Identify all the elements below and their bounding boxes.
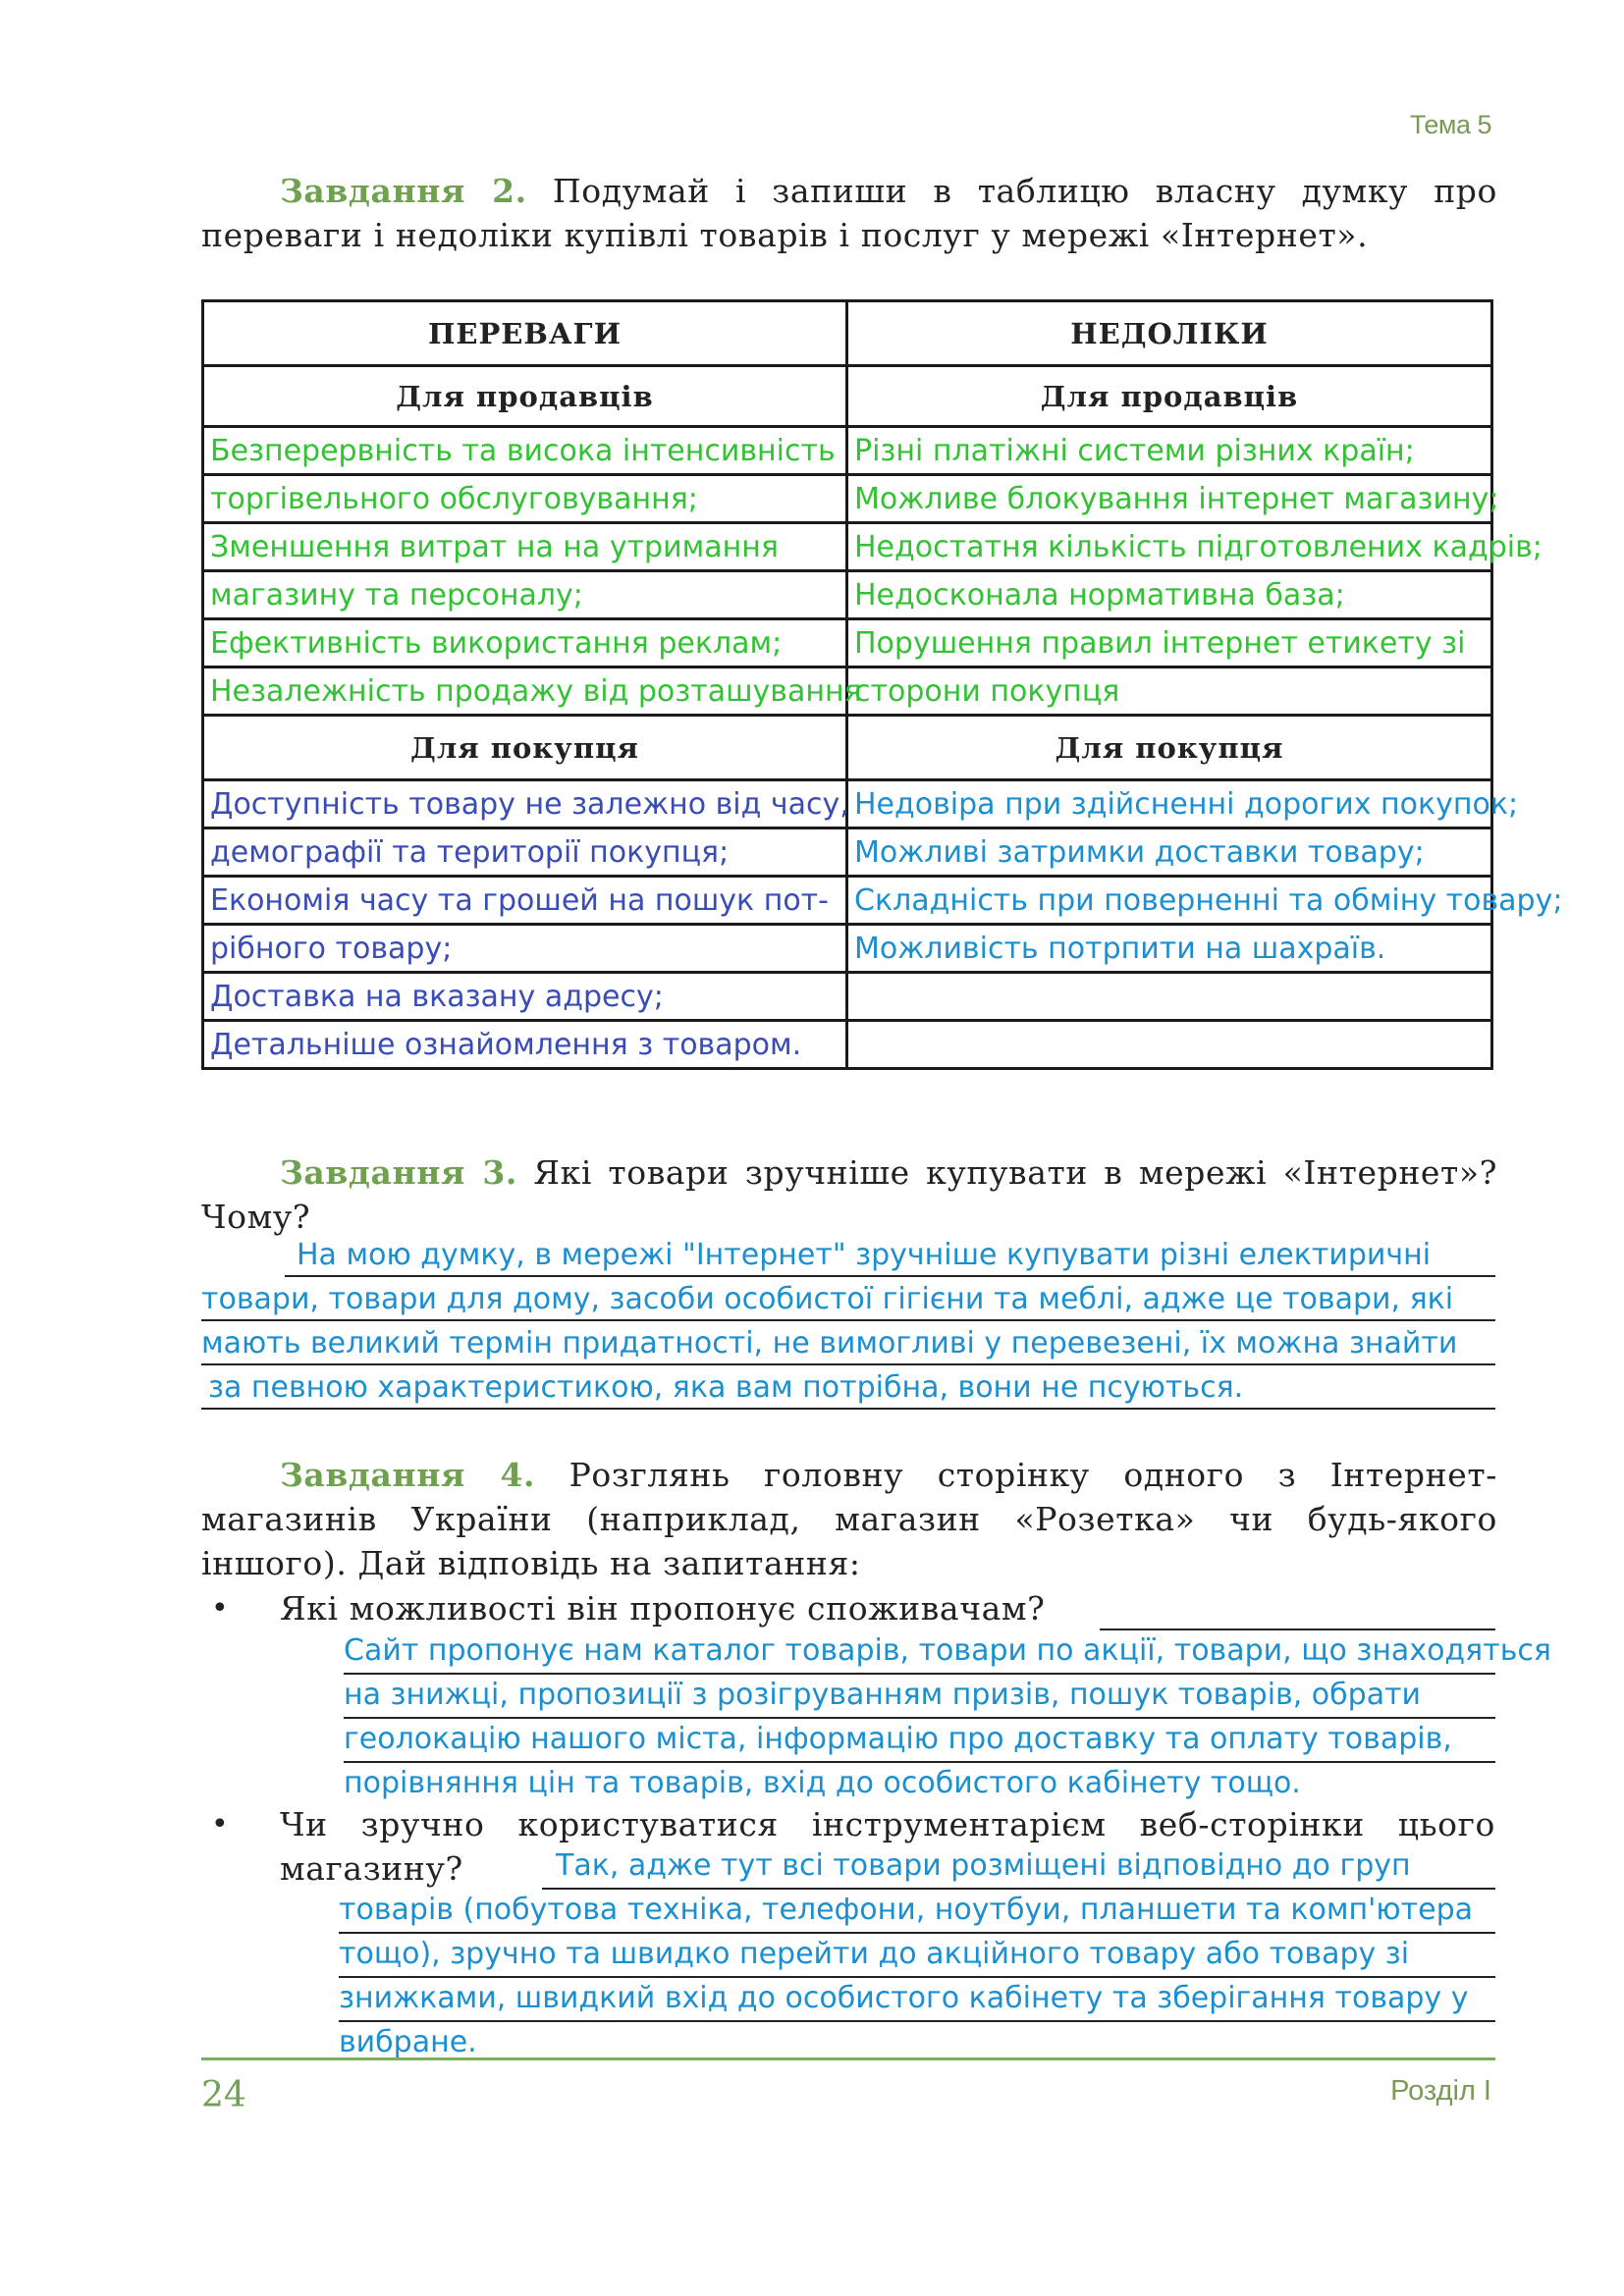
table-row bbox=[203, 828, 1492, 877]
subheader-seller-right: Для продавців bbox=[847, 366, 1492, 427]
section-label: Розділ І bbox=[1390, 2075, 1491, 2107]
task-2-text: Подумай і запиши в таблицю власну думку про переваги і недоліки купівлі товарів і послуг у мережі «Інтернет». bbox=[201, 172, 1497, 254]
table-cell: Безперервність та висока інтенсивність bbox=[203, 427, 847, 475]
table-cell: Недостатня кількість підготовлених кадрів; bbox=[847, 523, 1492, 571]
table-cell: Різні платіжні системи різних країн; bbox=[847, 427, 1492, 475]
pros-cons-table bbox=[201, 299, 1563, 1070]
table-row bbox=[203, 667, 1492, 716]
question-1-answer-line: Сайт пропонує нам каталог товарів, товари по акції, товари, що знаходяться bbox=[344, 1633, 1551, 1668]
table-cell: Порушення правил інтернет етикету зі bbox=[847, 619, 1492, 667]
task-3-answer-line: На мою думку, в мережі "Інтернет" зручніше купувати різні електиричні bbox=[297, 1238, 1432, 1272]
question-2-answer-line: знижками, швидкий вхід до особистого кабінету та зберігання товару у bbox=[339, 1981, 1469, 2015]
table-row bbox=[203, 619, 1492, 667]
table-cell: Недовіра при здійсненні дорогих покупок; bbox=[847, 780, 1492, 828]
table-row bbox=[203, 523, 1492, 571]
table-cell: сторони покупця bbox=[847, 667, 1492, 716]
table-cell: Доставка на вказану адресу; bbox=[203, 973, 847, 1021]
table-cell: Складність при поверненні та обміну товару; bbox=[847, 877, 1492, 925]
question-1-answer-line: геолокацію нашого міста, інформацію про доставку та оплату товарів, bbox=[344, 1722, 1452, 1756]
header-advantages: ПЕРЕВАГИ bbox=[203, 301, 847, 366]
table-cell bbox=[847, 973, 1492, 1021]
subheader-buyer-left: Для покупця bbox=[203, 716, 847, 780]
task-3-prompt bbox=[201, 1150, 1497, 1239]
topic-header: Тема 5 bbox=[1409, 110, 1491, 139]
answer-line bbox=[339, 2020, 1495, 2022]
question-2-answer-line: вибране. bbox=[339, 2025, 477, 2059]
bullet-icon: • bbox=[211, 1591, 230, 1626]
subheader-seller-left: Для продавців bbox=[203, 366, 847, 427]
table-cell: торгівельного обслуговування; bbox=[203, 475, 847, 523]
table-cell: Зменшення витрат на на утримання bbox=[203, 523, 847, 571]
question-1-text: Які можливості він пропонує споживачам? bbox=[280, 1589, 1046, 1628]
task-2-prompt bbox=[201, 169, 1497, 257]
question-1-answer-line: на знижці, пропозиції з розігруванням призів, пошук товарів, обрати bbox=[344, 1678, 1422, 1712]
question-2-text-line2: магазину? bbox=[280, 1849, 463, 1888]
table-cell: магазину та персоналу; bbox=[203, 571, 847, 619]
table-cell: Можливе блокування інтернет магазину; bbox=[847, 475, 1492, 523]
question-2 bbox=[211, 1802, 1495, 1846]
task-2-label: Завдання 2. bbox=[280, 172, 527, 210]
table-row bbox=[203, 475, 1492, 523]
question-2-answer-line: товарів (побутова техніка, телефони, ноутбуи, планшети та комп'ютера bbox=[339, 1893, 1474, 1927]
task-4-prompt bbox=[201, 1453, 1497, 1585]
question-1-answer-line: порівняння цін та товарів, вхід до особистого кабінету тощо. bbox=[344, 1766, 1301, 1800]
table-row bbox=[203, 925, 1492, 973]
question-1 bbox=[211, 1586, 1497, 1630]
table-cell: Незалежність продажу від розташування bbox=[203, 667, 847, 716]
table-cell: Недосконала нормативна база; bbox=[847, 571, 1492, 619]
table-cell: Можливість потрпити на шахраїв. bbox=[847, 925, 1492, 973]
footer-divider bbox=[201, 2057, 1495, 2060]
task-3-answer-line: товари, товари для дому, засоби особистої гігієни та меблі, адже це товари, які bbox=[201, 1282, 1454, 1316]
table-row bbox=[203, 877, 1492, 925]
table-cell: Детальніше ознайомлення з товаром. bbox=[203, 1021, 847, 1069]
question-2-text-line1: Чи зручно користуватися інструментарієм веб-сторінки цього bbox=[280, 1805, 1495, 1843]
table-cell: Можливі затримки доставки товару; bbox=[847, 828, 1492, 877]
table-cell: Економія часу та грошей на пошук пот- bbox=[203, 877, 847, 925]
table-row bbox=[203, 973, 1492, 1021]
table-cell: Доступність товару не залежно від часу, bbox=[203, 780, 847, 828]
question-2-answer-line: Так, адже тут всі товари розміщені відповідно до груп bbox=[556, 1848, 1411, 1883]
subheader-buyer-right: Для покупця bbox=[847, 716, 1492, 780]
page-number: 24 bbox=[201, 2075, 246, 2115]
table-cell bbox=[847, 1021, 1492, 1069]
table-row bbox=[203, 427, 1492, 475]
table-row bbox=[203, 780, 1492, 828]
task-3-text: Які товари зручніше купувати в мережі «Інтернет»? Чому? bbox=[201, 1153, 1497, 1236]
table-cell: рібного товару; bbox=[203, 925, 847, 973]
header-disadvantages: НЕДОЛІКИ bbox=[847, 301, 1492, 366]
table-cell: демографії та території покупця; bbox=[203, 828, 847, 877]
bullet-icon: • bbox=[211, 1807, 230, 1842]
task-3-answer-line: за певною характеристикою, яка вам потрібна, вони не псуються. bbox=[208, 1370, 1244, 1405]
question-2-answer-line: тощо), зручно та швидко перейти до акційного товару або товару зі bbox=[339, 1937, 1410, 1971]
table-row bbox=[203, 1021, 1492, 1069]
task-4-label: Завдання 4. bbox=[280, 1456, 536, 1494]
task-3-label: Завдання 3. bbox=[280, 1153, 518, 1192]
task-3-answer-line: мають великий термін придатності, не вимогливі у перевезені, їх можна знайти bbox=[201, 1326, 1458, 1361]
table-row bbox=[203, 571, 1492, 619]
task-4-text: Розглянь головну сторінку одного з Інтернет-магазинів України (наприклад, магазин «Розетка» чи будь-якого іншого). Дай відповідь на запитання: bbox=[201, 1456, 1497, 1582]
table-cell: Ефективність використання реклам; bbox=[203, 619, 847, 667]
